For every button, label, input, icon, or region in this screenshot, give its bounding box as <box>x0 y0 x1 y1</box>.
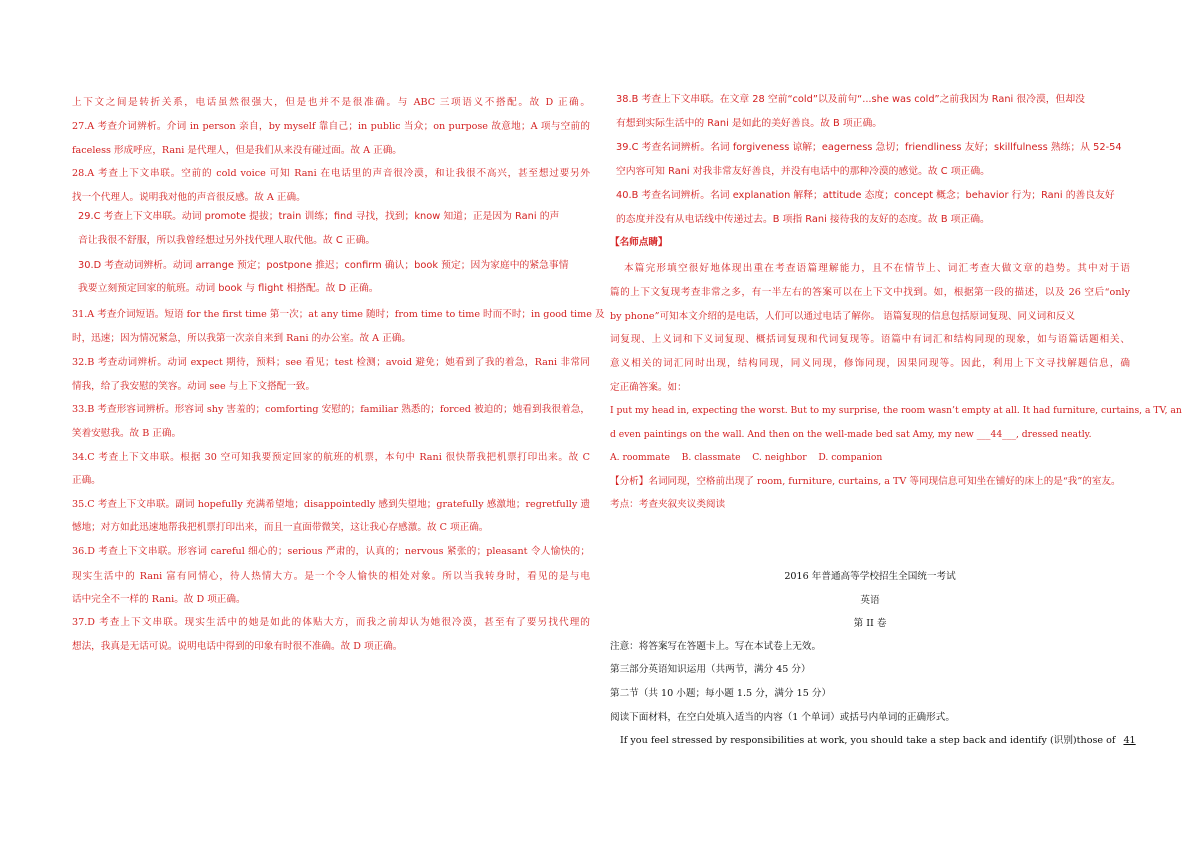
answer-line: 28.A 考查上下文串联。空前的 cold voice 可知 Rani 在电话里的声音很冷漠，和让我很不高兴，甚至想过要另外 <box>72 168 590 179</box>
tips-line: 意义相关的词汇同时出现，结构同现，同义同现，修饰同现，因果同现等。因此，利用上下文寻找解题信息，确 <box>610 358 1130 369</box>
answer-line: 憾地；对方如此迅速地帮我把机票打印出来，而且一直面带微笑，这让我心存感激。故 C 项正确。 <box>72 522 489 533</box>
answer-line: 时，迅速；因为情况紧急，所以我第一次亲自来到 Rani 的办公室。故 A 正确。 <box>72 333 411 344</box>
passage-text: If you feel stressed by responsibilities at work, you should take a step back and identify (识别)those of <box>620 735 1116 746</box>
tips-line: 词复现、上义词和下义词复现、概括词复现和代词复现等。语篇中有词汇和结构同现的现象，如与语篇话题相关、 <box>610 334 1130 345</box>
answer-line: 有想到实际生活中的 Rani 是如此的美好善良。故 B 项正确。 <box>616 118 883 129</box>
answer-line: 34.C 考查上下文串联。根据 30 空可知我要预定回家的航班的机票，本句中 Rani 很快帮我把机票打印出来。故 C <box>72 452 590 463</box>
example-line: I put my head in, expecting the worst. But to my surprise, the room wasn’t empty at all. It had furniture, curtains, a TV, an <box>610 405 1182 416</box>
answer-line: 音让我很不舒服，所以我曾经想过另外找代理人取代他。故 C 正确。 <box>78 235 376 246</box>
exam-instruction: 阅读下面材料，在空白处填入适当的内容（1 个单词）或括号内单词的正确形式。 <box>610 712 955 723</box>
tips-line: by phone”可知本文介绍的是电话，人们可以通过电话了解你。 语篇复现的信息包括原词复现、同义词和反义 <box>610 311 1076 322</box>
exam-volume: 第 II 卷 <box>853 618 887 629</box>
answer-line: 话中完全不一样的 Rani。故 D 项正确。 <box>72 594 246 605</box>
example-options: A. roommate B. classmate C. neighbor D. companion <box>610 452 883 463</box>
exam-title: 2016 年普通高等学校招生全国统一考试 <box>784 571 956 582</box>
answer-line: 37.D 考查上下文串联。现实生活中的她是如此的体贴大方，而我之前却认为她很冷漠，甚至有了要另找代理的 <box>72 617 590 628</box>
answer-line: 32.B 考查动词辨析。动词 expect 期待，预料；see 看见；test 检测；avoid 避免；她看到了我的着急，Rani 非常同 <box>72 357 590 368</box>
answer-line: 36.D 考查上下文串联。形容词 careful 细心的；serious 严肃的，认真的；nervous 紧张的；pleasant 令人愉快的； <box>72 546 590 557</box>
answer-line: 现实生活中的 Rani 富有同情心，待人热情大方。是一个令人愉快的相处对象。所以当我转身时，看见的是与电 <box>72 571 590 582</box>
tips-line: 篇的上下文复现考查非常之多，有一半左右的答案可以在上下文中找到。如，根据第一段的描述，以及 26 空后“only <box>610 287 1130 298</box>
tips-heading: 【名师点睛】 <box>610 237 668 248</box>
passage-line <box>620 734 1136 748</box>
answer-line: 40.B 考查名词辨析。名词 explanation 解释；attitude 态度；concept 概念；behavior 行为；Rani 的善良友好 <box>616 190 1115 201</box>
answer-line: 想法，我真是无话可说。说明电话中得到的印象有时很不准确。故 D 项正确。 <box>72 641 403 652</box>
answer-line: 上下文之间是转折关系，电话虽然很强大，但是也并不是很准确。与 ABC 三项语义不搭配。故 D 正确。 <box>72 97 590 108</box>
answer-line: 笑着安慰我。故 B 正确。 <box>72 428 182 439</box>
example-line: d even paintings on the wall. And then on the well-made bed sat Amy, my new ___44___, dressed neatly. <box>610 429 1092 440</box>
exam-notice: 注意：将答案写在答题卡上。写在本试卷上无效。 <box>610 641 822 652</box>
tips-line: 定正确答案。如： <box>610 382 687 393</box>
exam-subject: 英语 <box>860 595 880 606</box>
answer-line: faceless 形成呼应，Rani 是代理人，但是我们从来没有碰过面。故 A 正确。 <box>72 145 402 156</box>
exam-part-heading: 第三部分英语知识运用（共两节，满分 45 分） <box>610 664 811 675</box>
answer-line: 我要立刻预定回家的航班。动词 book 与 flight 相搭配。故 D 正确。 <box>78 283 379 294</box>
answer-line: 的态度并没有从电话线中传递过去。B 项指 Rani 接待我的友好的态度。故 B 项正确。 <box>616 214 990 225</box>
answer-line: 39.C 考查名词辨析。名词 forgiveness 谅解；eagerness 急切；friendliness 友好；skillfulness 熟练；从 52-54 <box>616 142 1122 153</box>
answer-line: 31.A 考查介词短语。短语 for the first time 第一次；at any time 随时；from time to time 时而不时；in good time 及 <box>72 309 605 320</box>
analysis-line: 【分析】名词同现，空格前出现了 room, furniture, curtains, a TV 等同现信息可知坐在铺好的床上的是“我”的室友。 <box>610 476 1121 487</box>
answer-line: 29.C 考查上下文串联。动词 promote 提拔；train 训练；find 寻找，找到；know 知道；正是因为 Rani 的声 <box>78 211 560 222</box>
answer-line: 空内容可知 Rani 对我非常友好善良，并没有电话中的那种冷漠的感觉。故 C 项正确。 <box>616 166 990 177</box>
kaodian-line: 考点：考查夹叙夹议类阅读 <box>610 499 726 510</box>
exam-section-heading: 第二节（共 10 小题；每小题 1.5 分，满分 15 分） <box>610 688 832 699</box>
tips-line: 本篇完形填空很好地体现出重在考查语篇理解能力，且不在情节上、词汇考查大做文章的趋势。其中对于语 <box>624 263 1130 274</box>
answer-line: 找一个代理人。说明我对他的声音很反感。故 A 正确。 <box>72 192 306 203</box>
answer-line: 35.C 考查上下文串联。副词 hopefully 充满希望地；disappointedly 感到失望地；gratefully 感激地；regretfully 遗 <box>72 499 590 510</box>
answer-line: 27.A 考查介词辨析。介词 in person 亲自，by myself 靠自己；in public 当众；on purpose 故意地；A 项与空前的 <box>72 121 590 132</box>
answer-line: 33.B 考查形容词辨析。形容词 shy 害羞的；comforting 安慰的；familiar 熟悉的；forced 被迫的；她看到我很着急， <box>72 404 590 415</box>
answer-line: 30.D 考查动词辨析。动词 arrange 预定；postpone 推迟；confirm 确认；book 预定；因为家庭中的紧急事情 <box>78 260 569 271</box>
answer-line: 38.B 考查上下文串联。在文章 28 空前“cold”以及前句“...she was cold”之前我因为 Rani 很冷漠，但却没 <box>616 94 1085 105</box>
answer-line: 情我，给了我安慰的笑容。动词 see 与上下文搭配一致。 <box>72 381 316 392</box>
blank-41[interactable]: 41 <box>1123 735 1136 746</box>
answer-line: 正确。 <box>72 475 101 486</box>
